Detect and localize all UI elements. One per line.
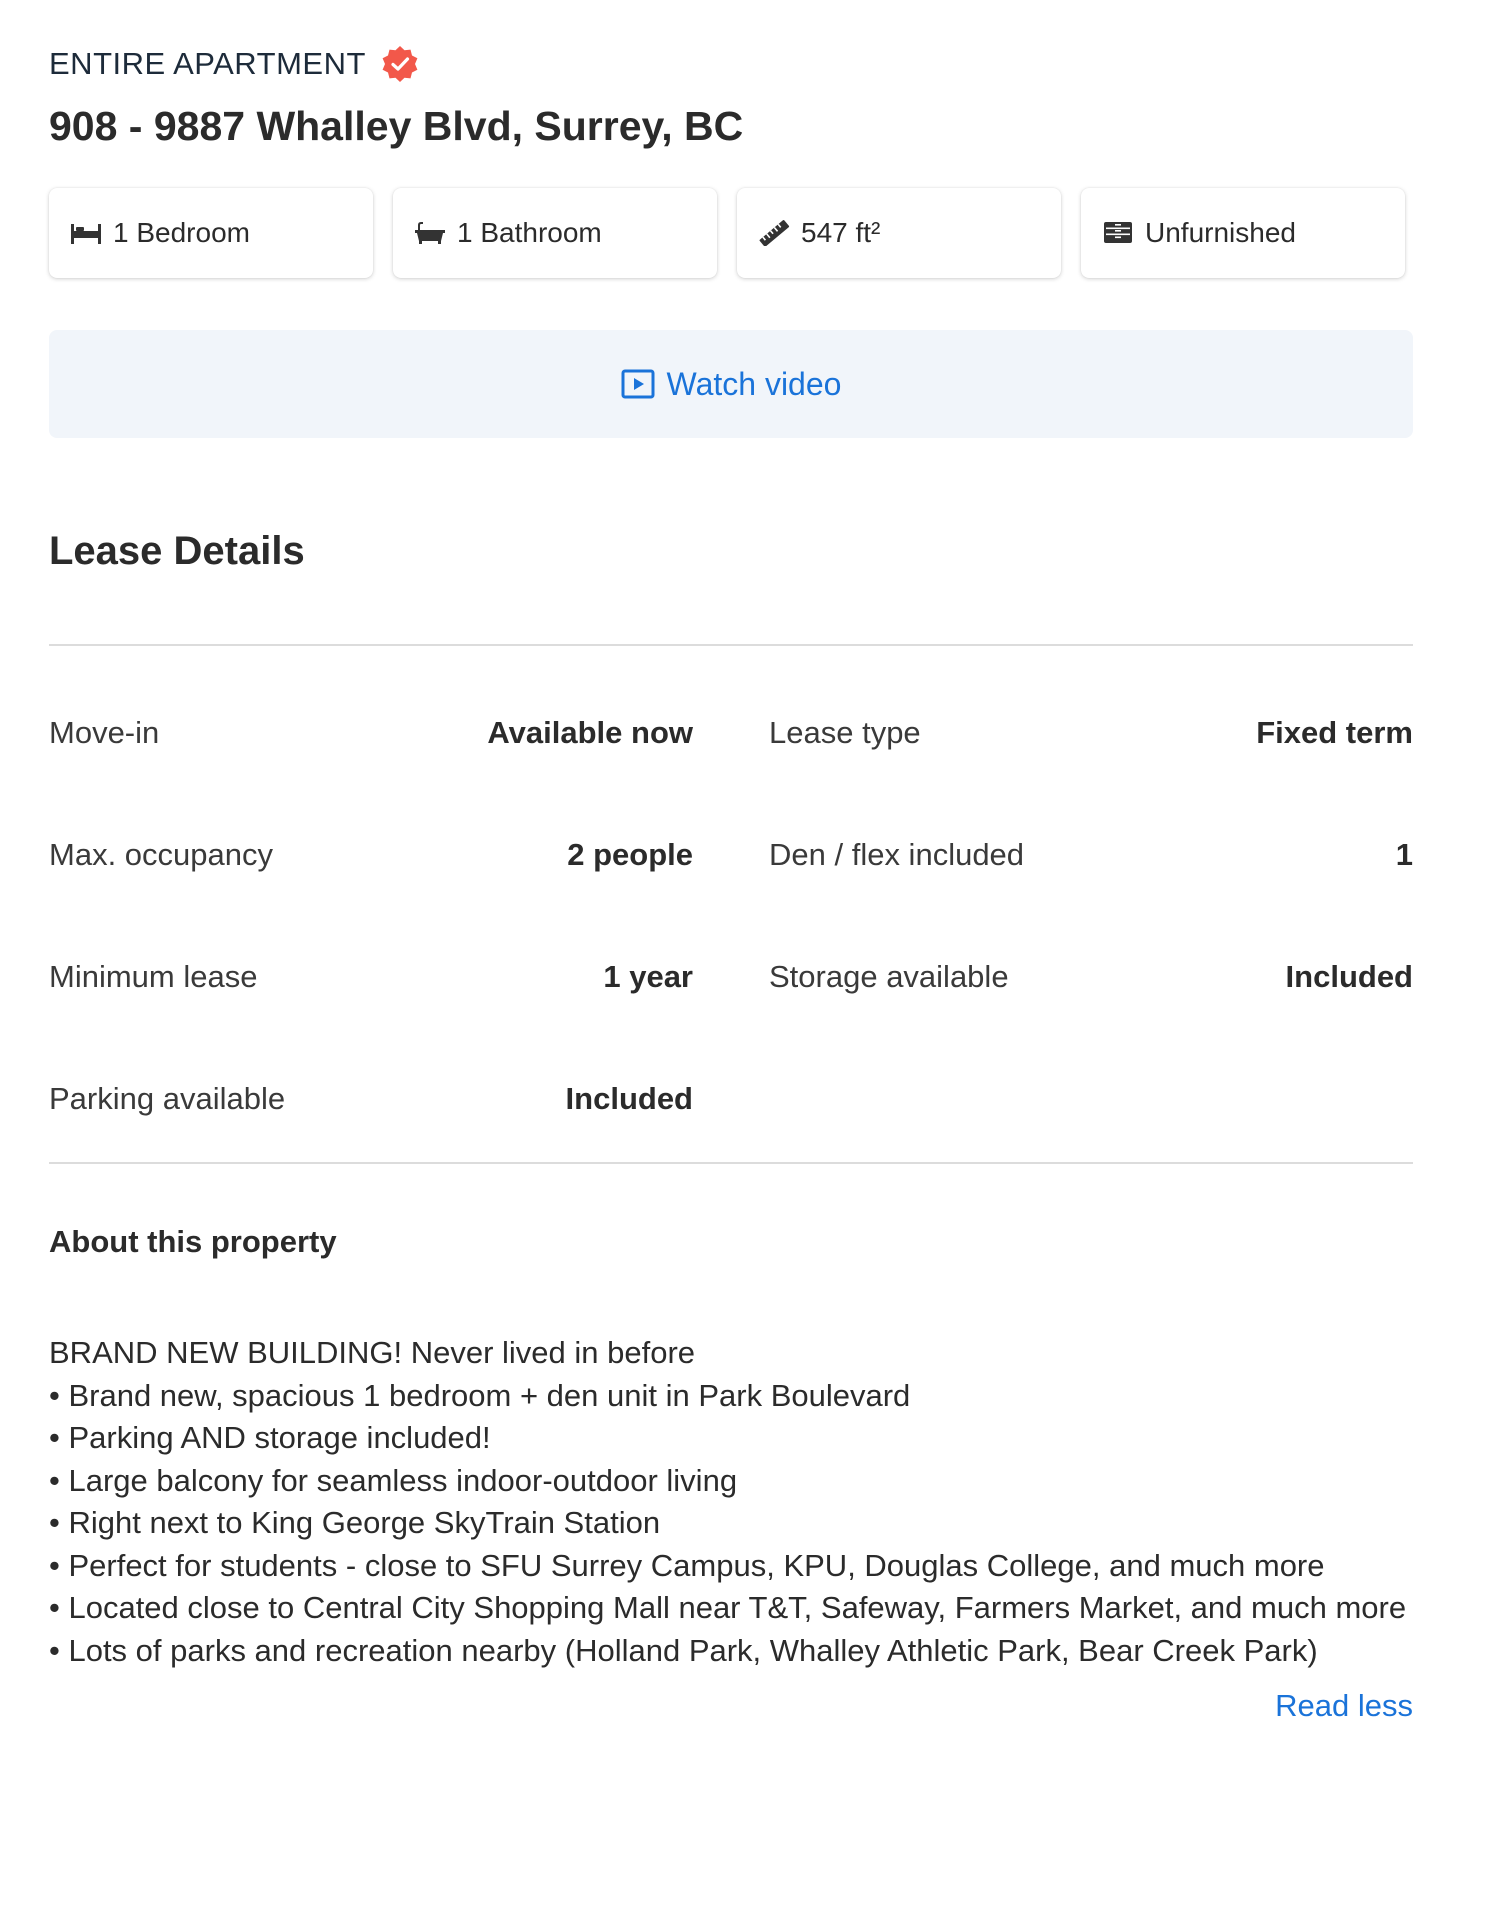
- description-line: • Perfect for students - close to SFU Surrey Campus, KPU, Douglas College, and much more: [49, 1547, 1325, 1583]
- feature-card-area: [737, 188, 1061, 278]
- lease-label: Den / flex included: [769, 837, 1025, 872]
- lease-label: Minimum lease: [49, 959, 258, 994]
- lease-row-parking: [49, 1038, 693, 1160]
- description-line: • Parking AND storage included!: [49, 1420, 491, 1455]
- lease-label: Move-in: [49, 715, 160, 750]
- lease-value: 2 people: [567, 837, 693, 872]
- lease-value: Available now: [487, 715, 693, 750]
- description-line: • Lots of parks and recreation nearby (Holland Park, Whalley Athletic Park, Bear Creek Park): [49, 1632, 1318, 1668]
- lease-divider-top: [49, 644, 1413, 646]
- lease-row-lease-type: [769, 672, 1413, 794]
- bed-icon: [69, 220, 103, 246]
- feature-label: Unfurnished: [1145, 217, 1296, 248]
- description-line: • Located close to Central City Shopping Mall near T&T, Safeway, Farmers Market, and much more: [49, 1590, 1407, 1625]
- listing-address: 908 - 9887 Whalley Blvd, Surrey, BC: [49, 103, 744, 149]
- lease-value: 1: [1395, 837, 1413, 872]
- lease-row-max-occupancy: [49, 794, 693, 916]
- read-less-link[interactable]: Read less: [1275, 1688, 1413, 1723]
- play-video-icon: [621, 369, 655, 399]
- description-line: • Right next to King George SkyTrain Station: [49, 1505, 661, 1540]
- lease-details-heading: Lease Details: [49, 529, 305, 573]
- lease-column-right: [769, 672, 1413, 1160]
- lease-label: Lease type: [769, 715, 921, 750]
- feature-label: 1 Bathroom: [457, 217, 602, 248]
- watch-video-button[interactable]: [49, 330, 1413, 438]
- lease-divider-bottom: [49, 1162, 1413, 1164]
- feature-card-bedroom: [49, 188, 373, 278]
- lease-row-minimum-lease: [49, 916, 693, 1038]
- about-property-heading: About this property: [49, 1224, 337, 1259]
- lease-value: 1 year: [603, 959, 693, 994]
- lease-label: Max. occupancy: [49, 837, 273, 872]
- property-type-label: ENTIRE APARTMENT: [49, 46, 366, 81]
- lease-details-grid: [49, 672, 1413, 1160]
- feature-card-furnishing: [1081, 188, 1405, 278]
- description-line: • Large balcony for seamless indoor-outdoor living: [49, 1462, 738, 1498]
- listing-content: [49, 40, 1413, 1724]
- lease-row-move-in: [49, 672, 693, 794]
- verified-badge-icon: [380, 44, 420, 84]
- feature-label: 547 ft²: [801, 217, 881, 248]
- property-type-row: [49, 40, 1413, 88]
- lease-row-storage: [769, 916, 1413, 1038]
- watch-video-label: Watch video: [666, 365, 842, 402]
- lease-label: Storage available: [769, 959, 1009, 994]
- description-line: • Brand new, spacious 1 bedroom + den unit in Park Boulevard: [49, 1377, 911, 1413]
- feature-card-bathroom: [393, 188, 717, 278]
- lease-value: Fixed term: [1256, 715, 1413, 750]
- lease-value: Included: [565, 1081, 693, 1116]
- lease-row-den-flex: [769, 794, 1413, 916]
- lease-column-left: [49, 672, 693, 1160]
- bathtub-icon: [413, 220, 447, 246]
- feature-cards: [49, 188, 1413, 278]
- about-property-description: [49, 1332, 1413, 1672]
- lease-value: Included: [1285, 959, 1413, 994]
- dresser-icon: [1101, 220, 1135, 246]
- description-line: BRAND NEW BUILDING! Never lived in before: [49, 1335, 696, 1370]
- ruler-icon: [757, 220, 791, 246]
- feature-label: 1 Bedroom: [113, 217, 250, 248]
- lease-label: Parking available: [49, 1081, 286, 1116]
